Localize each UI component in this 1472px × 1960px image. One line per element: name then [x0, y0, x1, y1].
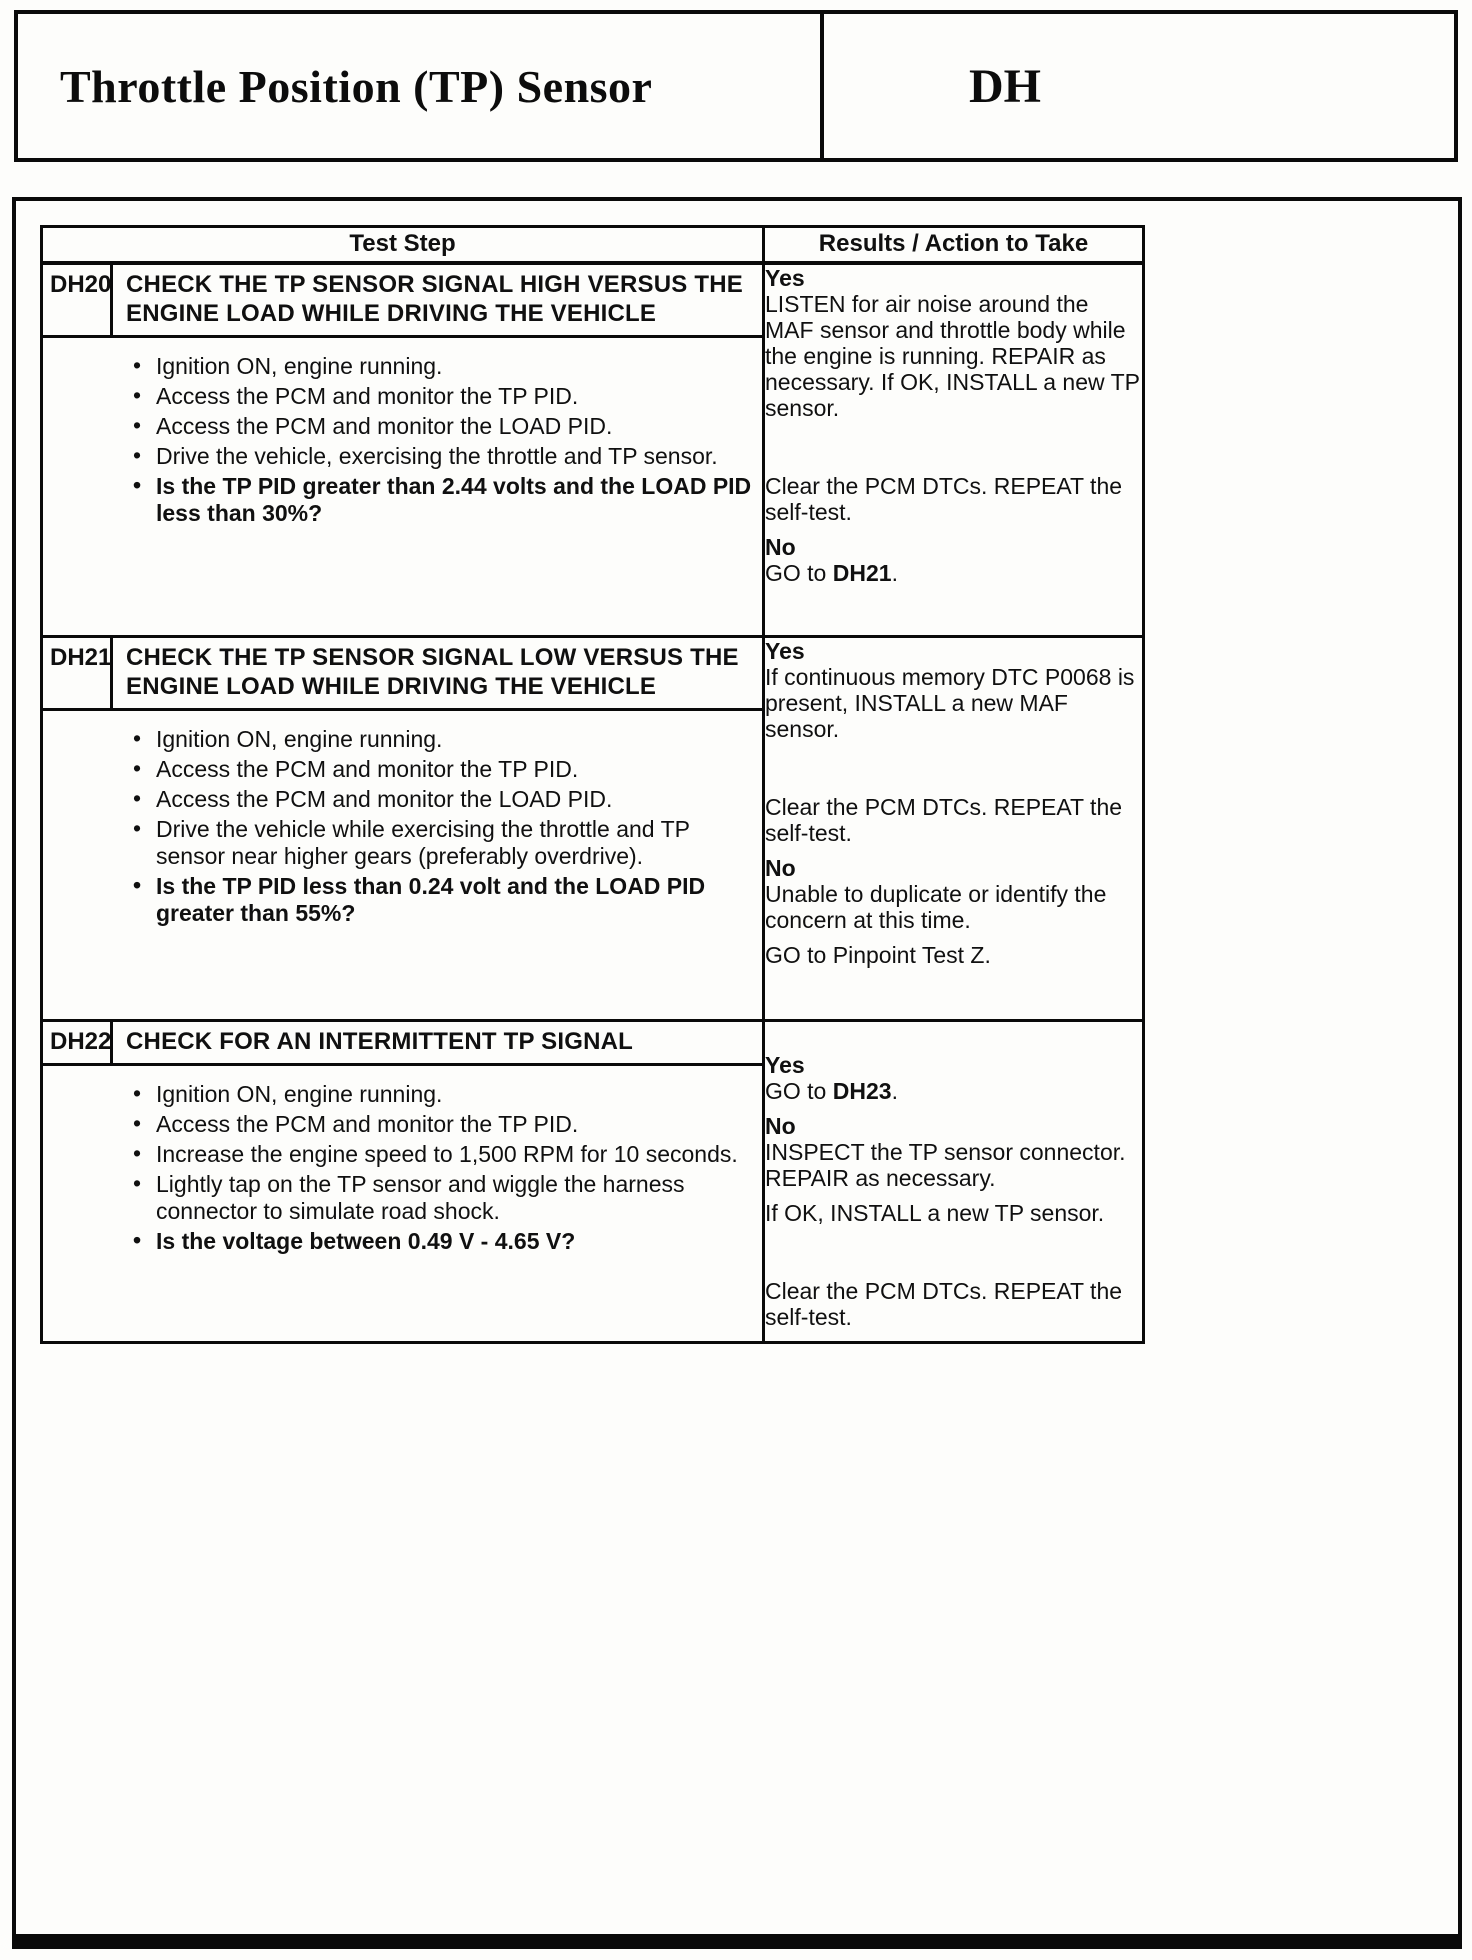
result-text-segment: Clear the PCM DTCs. REPEAT the self-test.: [765, 472, 1123, 525]
result-label: No: [765, 1113, 796, 1139]
results-cell: [764, 263, 1144, 637]
step-bullet-list: [43, 1066, 762, 1255]
step-bullet: • Ignition ON, engine running.: [131, 353, 756, 380]
result-text: [765, 664, 1142, 742]
page-title-cell: [18, 14, 824, 158]
step-bullet: • Increase the engine speed to 1,500 RPM for 10 seconds.: [131, 1141, 756, 1168]
column-header-test-step: Test Step: [42, 227, 764, 263]
result-text: [765, 881, 1142, 933]
step-bullet: • Access the PCM and monitor the TP PID.: [131, 756, 756, 783]
step-id: DH20: [43, 265, 113, 335]
result-text: [765, 794, 1142, 846]
result-label: Yes: [765, 638, 805, 664]
result-text-segment: DH21: [832, 559, 892, 586]
result-text: [765, 942, 1142, 968]
step-title: CHECK THE TP SENSOR SIGNAL HIGH VERSUS THE ENGINE LOAD WHILE DRIVING THE VEHICLE: [126, 270, 743, 327]
result-block: [765, 534, 1142, 586]
test-step-row: [42, 637, 1144, 1021]
result-text: [765, 560, 1142, 586]
result-block: [765, 1052, 1142, 1104]
result-label: No: [765, 855, 796, 881]
test-step-row: [42, 1021, 1144, 1343]
step-bullet: • Lightly tap on the TP sensor and wiggle the harness connector to simulate road shock.: [131, 1171, 756, 1225]
result-block: [765, 794, 1142, 846]
step-title: CHECK FOR AN INTERMITTENT TP SIGNAL: [126, 1028, 633, 1055]
result-block: [765, 473, 1142, 525]
results-cell: [764, 1021, 1144, 1343]
result-block: [765, 942, 1142, 968]
step-id: DH21: [43, 638, 113, 708]
result-block: [765, 1113, 1142, 1191]
test-step-cell: [42, 263, 764, 637]
result-text-segment: GO to Pinpoint Test Z.: [765, 942, 991, 968]
step-bullet: • Access the PCM and monitor the LOAD PID.: [131, 786, 756, 813]
table-header-row: [42, 227, 1144, 263]
result-text: [765, 1139, 1142, 1191]
result-text-segment: If continuous memory DTC P0068 is present, INSTALL a new MAF sensor.: [765, 664, 1135, 742]
section-code-cell: [824, 14, 1454, 158]
result-label: Yes: [765, 1052, 805, 1078]
result-text: [765, 1078, 1142, 1104]
results-cell: [764, 637, 1144, 1021]
test-step-row: [42, 263, 1144, 637]
result-text-segment: Unable to duplicate or identify the concern at this time.: [765, 881, 1107, 933]
result-text: [765, 291, 1142, 421]
step-bullet: • Is the TP PID less than 0.24 volt and the LOAD PID greater than 55%?: [131, 873, 756, 927]
step-bullet: • Is the voltage between 0.49 V - 4.65 V?: [131, 1228, 756, 1255]
step-bullet: • Access the PCM and monitor the TP PID.: [131, 1111, 756, 1138]
page-header: [14, 10, 1458, 162]
result-text: [765, 1200, 1142, 1226]
result-text-segment: LISTEN for air noise around the MAF sensor and throttle body while the engine is running. REPAIR as necessary. If OK, INSTALL a new TP sensor.: [765, 290, 1140, 421]
page-title: Throttle Position (TP) Sensor: [60, 60, 653, 112]
step-header: [43, 1022, 762, 1066]
step-bullet: • Drive the vehicle while exercising the throttle and TP sensor near higher gears (preferably overdrive).: [131, 816, 756, 870]
section-code: DH: [969, 59, 1041, 113]
result-text: [765, 473, 1142, 525]
step-header: [43, 265, 762, 338]
result-text-segment: If OK, INSTALL a new TP sensor.: [765, 1200, 1105, 1226]
result-text-segment: Clear the PCM DTCs. REPEAT the self-test.: [765, 1278, 1123, 1330]
test-step-cell: [42, 637, 764, 1021]
result-block: [765, 1200, 1142, 1226]
result-text-segment: GO to: [765, 1078, 833, 1104]
step-bullet: • Ignition ON, engine running.: [131, 726, 756, 753]
test-step-cell: [42, 1021, 764, 1343]
result-block: [765, 1278, 1142, 1330]
result-text-segment: .: [891, 1078, 898, 1104]
step-bullet-list: [43, 711, 762, 927]
step-bullet: • Ignition ON, engine running.: [131, 1081, 756, 1108]
result-text-segment: Clear the PCM DTCs. REPEAT the self-test.: [765, 794, 1123, 846]
column-header-results: Results / Action to Take: [764, 227, 1144, 263]
test-procedure-table: [40, 225, 1145, 1344]
step-bullet: • Drive the vehicle, exercising the throttle and TP sensor.: [131, 443, 756, 470]
step-bullet: • Access the PCM and monitor the LOAD PID.: [131, 413, 756, 440]
result-label: Yes: [765, 264, 805, 291]
result-label: No: [765, 533, 796, 560]
result-block: [765, 638, 1142, 742]
step-bullet: • Is the TP PID greater than 2.44 volts and the LOAD PID less than 30%?: [131, 473, 756, 527]
result-text-segment: GO to: [765, 559, 833, 586]
result-block: [765, 265, 1142, 421]
content-box: [12, 197, 1462, 1949]
result-block: [765, 855, 1142, 933]
step-header: [43, 638, 762, 711]
result-text: [765, 1278, 1142, 1330]
step-title: CHECK THE TP SENSOR SIGNAL LOW VERSUS THE ENGINE LOAD WHILE DRIVING THE VEHICLE: [126, 644, 739, 700]
result-text-segment: .: [891, 559, 898, 586]
result-text-segment: DH23: [832, 1078, 892, 1104]
step-bullet: • Access the PCM and monitor the TP PID.: [131, 383, 756, 410]
step-bullet-list: [43, 338, 762, 527]
step-id: DH22: [43, 1022, 113, 1063]
result-text-segment: INSPECT the TP sensor connector. REPAIR as necessary.: [765, 1139, 1126, 1191]
